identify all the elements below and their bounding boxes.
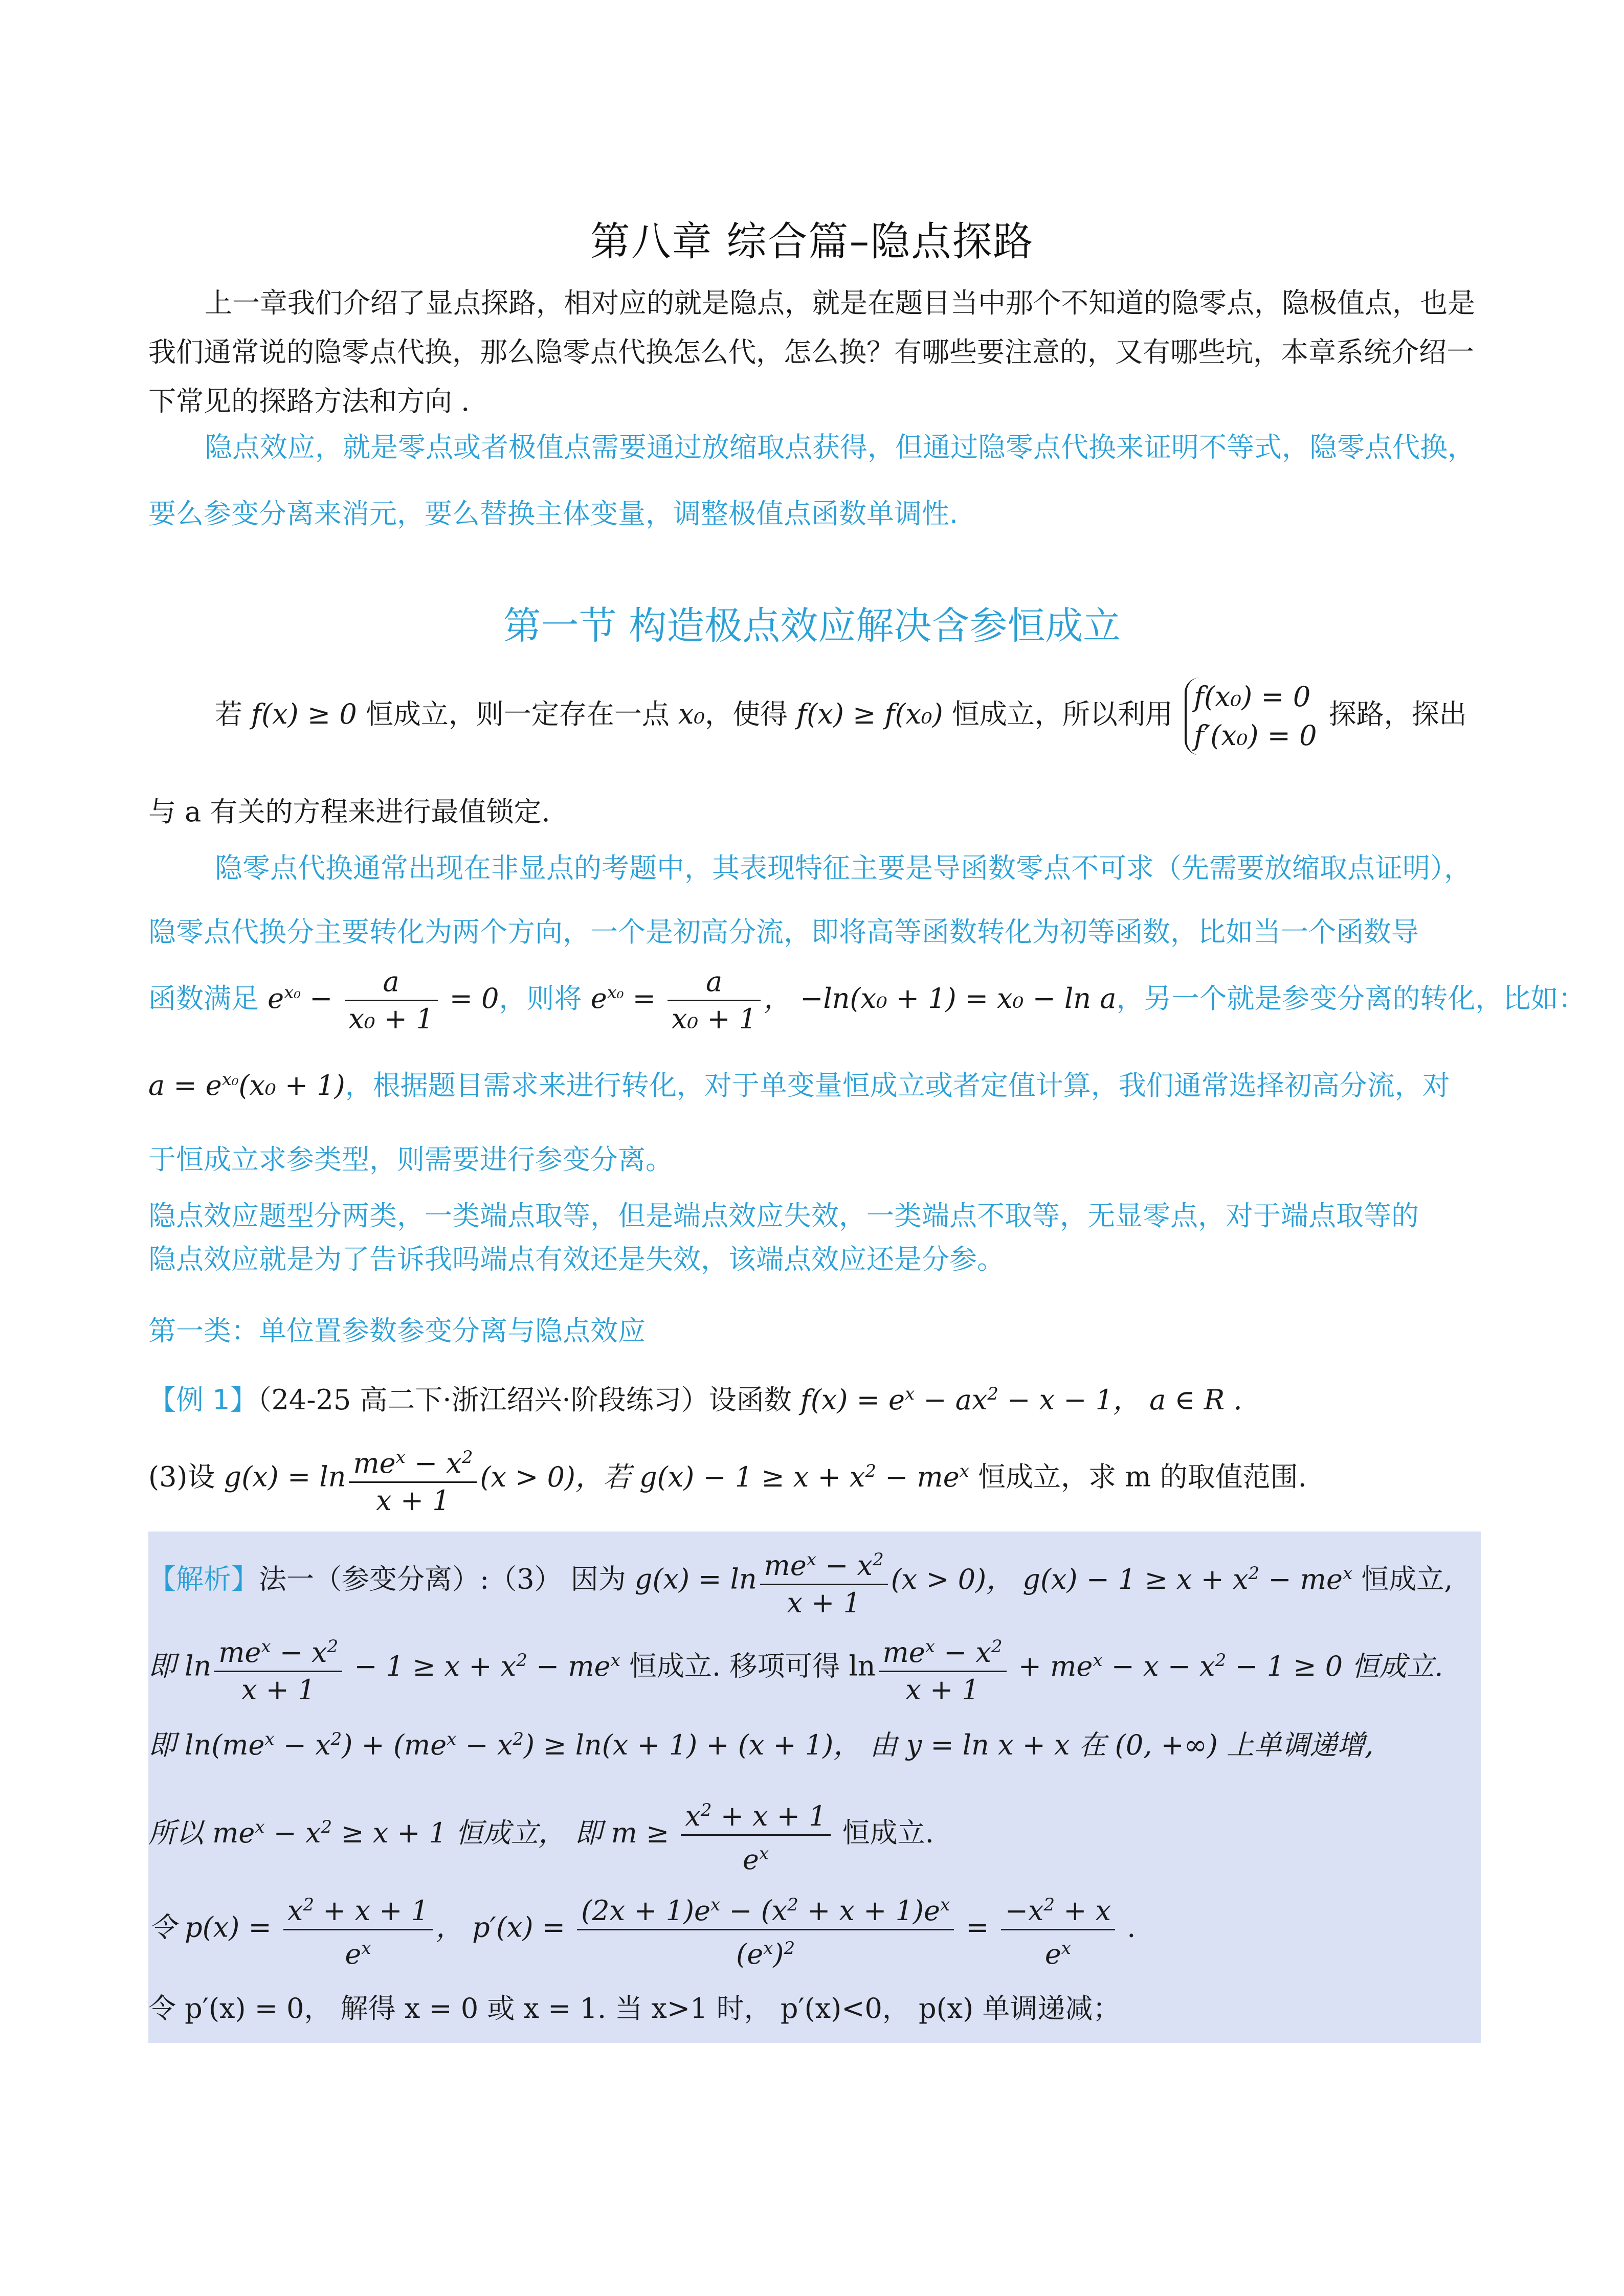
solution-line-4 [148, 1792, 1478, 1878]
q-c: − me [876, 1460, 960, 1493]
s5-p-den-a: e [345, 1938, 362, 1970]
section-title: 第一节 构造极点效应解决含参恒成立 [503, 604, 1121, 648]
b3-sup: x₀ [284, 982, 301, 1003]
s2-sup: 2 [516, 1650, 527, 1671]
s2-d: 恒成立. 移项可得 ln [620, 1650, 876, 1682]
s5-d-num-c: + x + 1)e [798, 1895, 940, 1927]
s5-d-den-sup2: 2 [784, 1938, 795, 1959]
s3-sup3: x [447, 1729, 457, 1749]
q-b: (x > 0)，若 g(x) − 1 ≥ x + x [480, 1460, 865, 1493]
s5-d-num-b: − (x [720, 1895, 788, 1927]
s4-num-sup: 2 [700, 1800, 712, 1820]
criterion-text-h: 探路，探出 [1328, 698, 1467, 730]
s4-d: 恒成立. [833, 1816, 934, 1849]
fx-ge-fx0: f(x) ≥ f(x₀) [796, 698, 943, 730]
s1-num-a: me [764, 1549, 807, 1582]
blue-intro-paragraph: 隐点效应，就是零点或者极值点需要通过放缩取点获得，但通过隐零点代换来证明不等式，隐零点代换，要么参变分离来消元，要么替换主体变量，调整极值点函数单调性. [148, 431, 1475, 530]
s4-den-a: e [742, 1843, 759, 1876]
s3-d: − x [456, 1729, 513, 1761]
s5-p-num-sup: 2 [303, 1895, 315, 1915]
s2-fraction-2 [879, 1629, 1007, 1708]
b3-ln-eq: ， −ln(x₀ + 1) = x₀ − ln a [764, 982, 1117, 1015]
s3-c: ) + (me [342, 1729, 447, 1761]
s4-sup: x [255, 1816, 265, 1837]
s5-p-num [283, 1887, 433, 1930]
solution-line-2 [148, 1629, 1478, 1708]
solution-line-6: 令 p′(x) = 0， 解得 x = 0 或 x = 1. 当 x>1 时， p′(x)<0， p(x) 单调递减； [148, 1992, 1121, 2024]
q-text-a: (3)设 [148, 1460, 224, 1493]
s5-s-den [1001, 1930, 1115, 1972]
q-sup2: x [959, 1460, 969, 1481]
b3-minus: − [300, 982, 342, 1015]
s5-d-den-b: ) [773, 1938, 784, 1970]
blue-line-1: 隐零点代换通常出现在非显点的考题中，其表现特征主要是导函数零点不可求（先需要放缩取点证明）， [215, 852, 1472, 884]
s5-d: . [1118, 1911, 1136, 1944]
q-g: g(x) = ln [224, 1460, 346, 1493]
b4-text: ，根据题目需求来进行转化，对于单变量恒成立或者定值计算，我们通常选择初高分流，对 [345, 1069, 1450, 1101]
blue-line-3 [148, 964, 1586, 1037]
s5-d-num-sup: x [710, 1895, 721, 1915]
s2-fraction [214, 1629, 342, 1708]
s1-d: − me [1259, 1563, 1343, 1595]
s5-s-den-a: e [1044, 1938, 1061, 1970]
criterion-line [215, 678, 1545, 755]
solution-line-1 [148, 1542, 1478, 1621]
q-num-sup: x [395, 1447, 406, 1468]
criterion-text-a: 若 [215, 698, 252, 730]
s1-c: (x > 0)， g(x) − 1 ≥ x + x [891, 1563, 1249, 1595]
s2-g: − 1 ≥ 0 恒成立. [1226, 1650, 1443, 1682]
s2-num-sup2: 2 [327, 1636, 339, 1657]
solution-line-5 [148, 1887, 1478, 1972]
fx-ge-0: f(x) ≥ 0 [251, 698, 357, 730]
s2-ineq-2 [1010, 1650, 1443, 1682]
b3-eq: = [624, 982, 665, 1015]
s5-a: 令 p(x) = [148, 1911, 280, 1944]
fraction-numerator: a [345, 964, 438, 1001]
intro-paragraph: 上一章我们介绍了显点探路，相对应的就是隐点，就是在题目当中那个不知道的隐零点，隐极值点，也是我们通常说的隐零点代换，那么隐零点代换怎么代，怎么换？有哪些要注意的，又有哪些坑，本章系统介绍一下常见的探路方法和方向 . [148, 287, 1475, 417]
q-fraction [349, 1439, 477, 1519]
s5-d-den [577, 1930, 954, 1972]
s4-sup2: 2 [321, 1816, 332, 1837]
b4-formula [148, 1069, 345, 1101]
s5-d-den-a: (e [736, 1938, 764, 1970]
s1-g: g(x) = ln [634, 1563, 757, 1595]
blue-line-7: 隐点效应就是为了告诉我吗端点有效还是失效，该端点效应还是分参。 [148, 1243, 1005, 1275]
s1-frac-den: x + 1 [787, 1587, 861, 1619]
b3-sup2: x₀ [607, 982, 624, 1003]
b3-text-d: ，另一个就是参变分离的转化，比如： [1116, 982, 1586, 1015]
criterion-text-g: 恒成立，所以利用 [943, 698, 1173, 730]
s5-d-num-sup2: 2 [787, 1895, 798, 1915]
b3-text-a: 函数满足 [148, 982, 268, 1015]
ex-fn-sup2: 2 [987, 1384, 999, 1404]
q-frac-num [349, 1439, 477, 1483]
x0: x₀ [678, 698, 705, 730]
s3-formula [148, 1729, 1373, 1761]
s5-s-num-a: −x [1005, 1895, 1044, 1927]
criterion-text-e: ，使得 [705, 698, 797, 730]
example-label: 【例 1】 [148, 1384, 258, 1416]
s1-cond [891, 1563, 1352, 1595]
s5-fraction-simpl [1001, 1887, 1115, 1972]
fraction-a-over-x0-2 [668, 964, 761, 1037]
blue-line-2: 隐零点代换分主要转化为两个方向，一个是初高分流，即将高等函数转化为初等函数，比如当一个函数导 [148, 916, 1419, 948]
s3-sup2: 2 [330, 1729, 342, 1749]
lock-line: 与 a 有关的方程来进行最值锁定. [148, 796, 550, 828]
s5-p-num-b: + x + 1 [314, 1895, 429, 1927]
s2-num2-sup2: 2 [991, 1636, 1003, 1657]
s2-sup4: 2 [1215, 1650, 1227, 1671]
s5-d-num-sup3: x [940, 1895, 950, 1915]
s1-text-e: 恒成立, [1352, 1563, 1453, 1595]
s5-s-num-sup: 2 [1043, 1895, 1055, 1915]
s5-fraction-p [283, 1887, 433, 1972]
s5-b: ， p′(x) = [435, 1911, 574, 1944]
s5-c: = [957, 1911, 998, 1944]
b3-exp [268, 982, 341, 1015]
fraction-a-over-x0 [345, 964, 438, 1037]
b4-a: a = e [148, 1069, 222, 1101]
s1-sup2: x [1342, 1563, 1353, 1584]
s3-b: − x [274, 1729, 331, 1761]
s3-e: ) ≥ ln(x + 1) + (x + 1)， 由 y = ln x + x 在 (0, +∞) 上单调递增, [524, 1729, 1374, 1761]
s5-d-den-sup: x [763, 1938, 773, 1959]
s4-formula [148, 1817, 678, 1849]
s2-num2-a: me [882, 1636, 925, 1669]
s1-fraction [760, 1542, 888, 1621]
s1-num-b: − x [816, 1549, 873, 1582]
s2-num-sup: x [261, 1636, 271, 1657]
b3-text-b: ，则将 [499, 982, 591, 1015]
q-frac-den: x + 1 [376, 1484, 450, 1517]
s5-s-den-sup: x [1061, 1938, 1071, 1959]
s4-num-a: x [685, 1800, 701, 1832]
s1-text-a: 法一（参变分离）:（3） 因为 [259, 1563, 635, 1595]
s3-a: 即 ln(me [148, 1729, 265, 1761]
s2-e: + me [1009, 1650, 1093, 1682]
s4-a: 所以 me [148, 1816, 255, 1849]
s4-den-sup: x [759, 1843, 769, 1864]
q-sup: 2 [865, 1460, 876, 1481]
q-num-b: − x [405, 1447, 462, 1479]
b4-b: (x₀ + 1) [238, 1069, 345, 1101]
b3-e2: e [590, 982, 607, 1015]
s1-sup: 2 [1248, 1563, 1260, 1584]
criterion-text-c: 恒成立，则一定存在一点 [357, 698, 679, 730]
s2-b: − 1 ≥ x + x [345, 1650, 517, 1682]
s2-frac2-num [879, 1629, 1007, 1672]
ex-fn-c: − x − 1， a ∈ R . [998, 1384, 1242, 1416]
s4-frac-den [681, 1836, 830, 1878]
s2-num2-sup: x [925, 1636, 935, 1657]
s5-d-num [577, 1887, 954, 1930]
s2-ineq [345, 1650, 620, 1682]
s3-sup4: 2 [513, 1729, 524, 1749]
b4-sup: x₀ [221, 1069, 239, 1090]
s2-c: − me [527, 1650, 611, 1682]
s1-num-sup2: 2 [873, 1549, 884, 1570]
s4-num-b: + x + 1 [711, 1800, 827, 1832]
s2-f: − x − x [1102, 1650, 1215, 1682]
s2-sup3: x [1093, 1650, 1103, 1671]
s4-b: − x [264, 1816, 321, 1849]
s4-c: ≥ x + 1 恒成立， 即 m ≥ [332, 1816, 678, 1849]
s2-num2-b: − x [935, 1636, 991, 1669]
s2-num-b: − x [271, 1636, 327, 1669]
s4-frac-num [681, 1792, 830, 1836]
s5-p-den-sup: x [361, 1938, 371, 1959]
system-eq-1: f(x₀) = 0 [1194, 681, 1311, 713]
s1-frac-num [760, 1542, 888, 1585]
fraction-denominator-2: x₀ + 1 [672, 1003, 757, 1035]
s5-p-num-a: x [287, 1895, 303, 1927]
s1-num-sup: x [806, 1549, 817, 1570]
s2-frac-num [214, 1629, 342, 1672]
s3-sup: x [264, 1729, 275, 1749]
s5-fraction-deriv [577, 1887, 954, 1972]
ex-fn-b: − ax [915, 1384, 988, 1416]
s5-s-num-b: + x [1055, 1895, 1111, 1927]
blue-line-5: 于恒成立求参类型，则需要进行参变分离。 [148, 1143, 673, 1176]
blue-line-4 [148, 1064, 1478, 1103]
s4-fraction [681, 1792, 830, 1878]
ex-fn-a: f(x) = e [800, 1384, 905, 1416]
category-heading: 第一类：单位置参数参变分离与隐点效应 [148, 1315, 646, 1347]
q-num-a: me [353, 1447, 396, 1479]
system-eq-2: f′(x₀) = 0 [1194, 719, 1317, 752]
question-3-line [148, 1439, 1478, 1519]
s2-frac-den: x + 1 [241, 1674, 316, 1706]
fraction-denominator: x₀ + 1 [348, 1003, 434, 1035]
s2-frac2-den: x + 1 [905, 1674, 980, 1706]
example-source: （24-25 高二下·浙江绍兴·阶段练习）设函数 [257, 1384, 800, 1416]
page-title: 第八章 综合篇–隐点探路 [590, 219, 1034, 265]
s2-a: 即 ln [148, 1650, 212, 1682]
example-fn [800, 1384, 1242, 1416]
b3-eq0: = 0 [440, 982, 499, 1015]
s5-s-num [1001, 1887, 1115, 1930]
q-text-d: 恒成立，求 m 的取值范围. [969, 1460, 1307, 1493]
solution-label: 【解析】 [148, 1563, 259, 1595]
s5-d-num-a: (2x + 1)e [581, 1895, 710, 1927]
b3-e: e [268, 982, 284, 1015]
s5-p-den [283, 1930, 433, 1972]
fraction-numerator-2: a [668, 964, 761, 1001]
example-1-line [148, 1378, 1478, 1417]
s2-num-a: me [218, 1636, 261, 1669]
s2-sup2: x [610, 1650, 620, 1671]
solution-line-3 [148, 1723, 1478, 1763]
q-num-sup2: 2 [461, 1447, 473, 1468]
ex-fn-sup: x [904, 1384, 915, 1404]
b3-exp2 [591, 982, 664, 1015]
equation-system [1185, 678, 1317, 755]
q-cond [480, 1461, 969, 1493]
blue-line-6: 隐点效应题型分两类，一类端点取等，但是端点效应失效，一类端点不取等，无显零点，对于端点取等的 [148, 1200, 1419, 1232]
